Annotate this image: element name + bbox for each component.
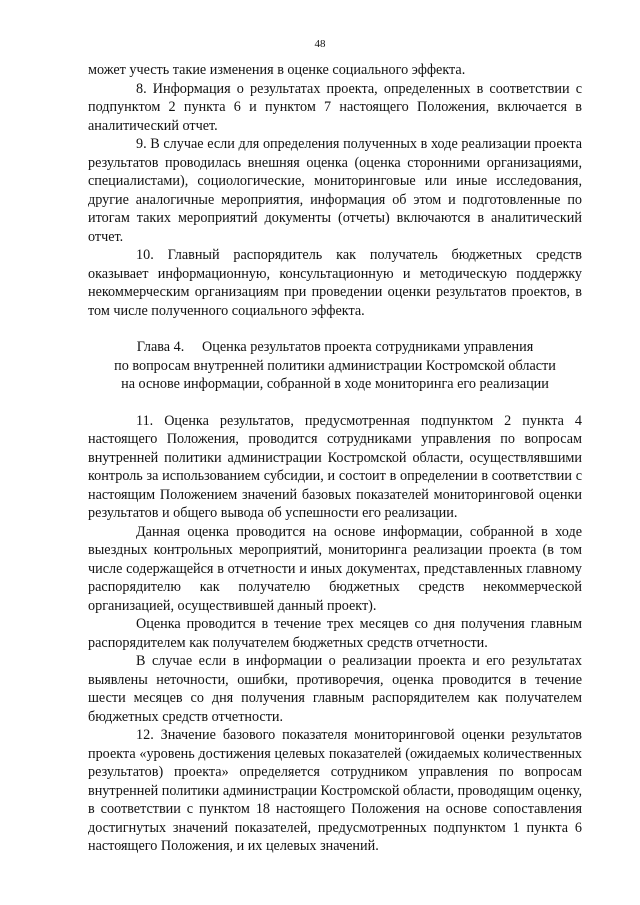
paragraph-item-12: 12. Значение базового показателя мониторинговой оценки результатов проекта «уровень достижения целевых показателей (ожидаемых количественных результатов) проекта» определяется сотрудником управления по вопросам внутренней политики администрации Костромской области, проводящим оценку, в соответствии с пунктом 18 настоящего Положения на основе сопоставления достигнутых значений показателей, предусмотренных подпунктом 1 пункта 6 настоящего Положения, и их целевых значений. — [88, 727, 582, 854]
paragraph-continuation: может учесть такие изменения в оценке социального эффекта. — [88, 62, 466, 78]
paragraph-item-10: 10. Главный распорядитель как получатель бюджетных средств оказывает информационную, консультационную и методическую поддержку некоммерческим организациям при проведении оценки результатов проектов, в том числе полученного социального эффекта. — [88, 247, 582, 319]
document-body — [88, 61, 582, 856]
chapter-heading-line-3: на основе информации, собранной в ходе мониторинга его реализации — [121, 376, 549, 392]
chapter-heading-line-2: по вопросам внутренней политики администрации Костромской области — [114, 357, 556, 374]
paragraph-item-9: 9. В случае если для определения полученных в ходе реализации проекта результатов проводилась внешняя оценка (оценка сторонними организациями, специалистами), социологические, мониторинговые или иные исследования, другие аналогичные мероприятия, информация об этом и подготовленные по итогам таких мероприятий документы (отчеты) включаются в аналитический отчет. — [88, 136, 582, 245]
chapter-heading-line-1: Глава 4. Оценка результатов проекта сотрудниками управления — [136, 339, 534, 355]
page-number: 48 — [314, 38, 326, 50]
paragraph-assessment-term: Оценка проводится в течение трех месяцев со дня получения главным распорядителем как получателем бюджетных средств отчетности. — [88, 616, 582, 651]
paragraph-assessment-basis: Данная оценка проводится на основе информации, собранной в ходе выездных контрольных мероприятий, мониторинга реализации проекта (в том числе содержащейся в отчетности и иных документах, представленных главному распорядителю как получателю бюджетных средств некоммерческой организацией, осуществившей данный проект). — [88, 523, 582, 614]
paragraph-item-11: 11. Оценка результатов, предусмотренная подпунктом 2 пункта 4 настоящего Положения, проводится сотрудниками управления по вопросам внутренней политики администрации Костромской области, осуществлявшими контроль за использованием субсидии, и состоит в определении в соответствии с настоящим Положением значений базовых показателей мониторинговой оценки результатов и общего вывода об успешности его реализации. — [88, 412, 582, 521]
chapter-heading — [88, 338, 582, 394]
paragraph-item-8: 8. Информация о результатах проекта, определенных в соответствии с подпунктом 2 пункта 6 и пунктом 7 настоящего Положения, включается в аналитический отчет. — [88, 80, 582, 134]
paragraph-assessment-errors: В случае если в информации о реализации проекта и его результатах выявлены неточности, ошибки, противоречия, оценка проводится в течение шести месяцев со дня получения главным распорядителем как получателем бюджетных средств отчетности. — [88, 653, 582, 725]
